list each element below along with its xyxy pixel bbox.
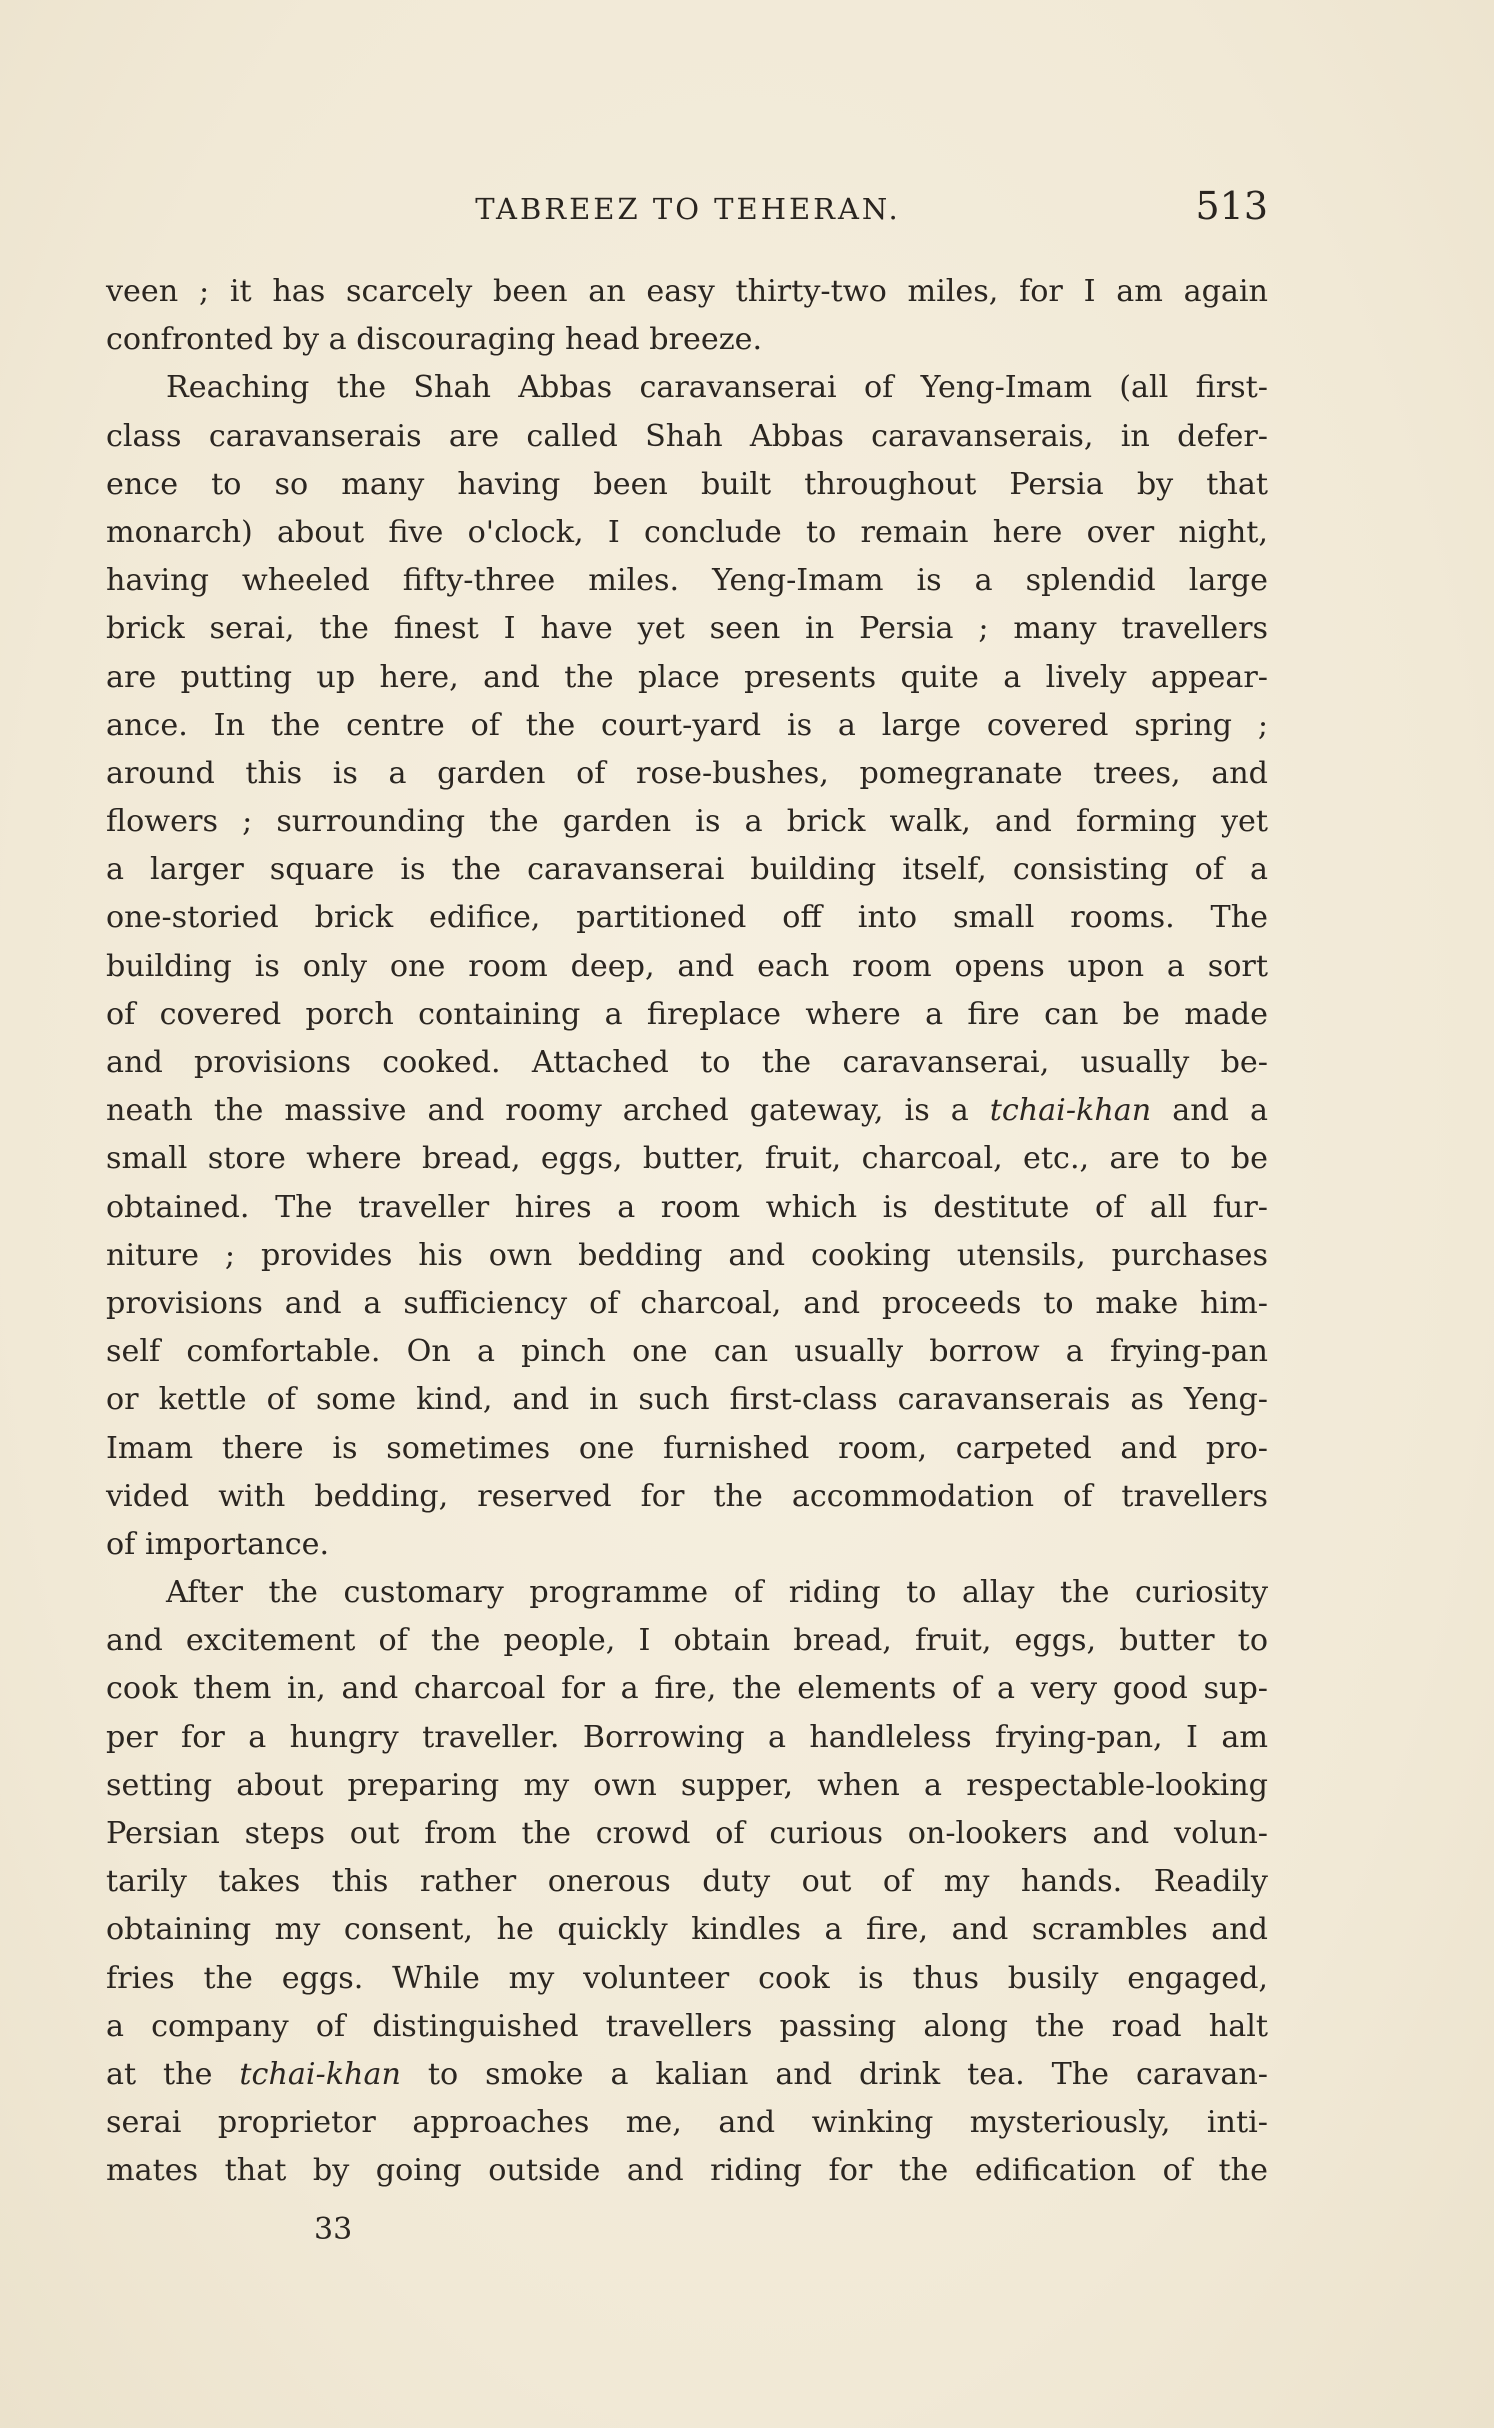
text-line: a company of distinguished travellers passing along the road halt [106, 2008, 1268, 2044]
text-line: vided with bedding, reserved for the accommodation of travellers [106, 1478, 1268, 1514]
text-line: or kettle of some kind, and in such first-class caravanserais as Yeng- [106, 1382, 1268, 1418]
running-title: TABREEZ TO TEHERAN. [475, 192, 901, 226]
text-line: and excitement of the people, I obtain bread, fruit, eggs, butter to [106, 1623, 1268, 1659]
text-line-with-italic [106, 1087, 1268, 1135]
text-line: confronted by a discouraging head breeze. [106, 322, 763, 358]
text-segment: and a [1151, 1093, 1268, 1129]
paragraph-first-line: After the customary programme of riding to allay the curiosity [166, 1575, 1268, 1611]
text-line: fries the eggs. While my volunteer cook is thus busily engaged, [106, 1960, 1268, 1996]
text-line: building is only one room deep, and each room opens upon a sort [106, 948, 1268, 984]
text-line: one-storied brick edifice, partitioned off into small rooms. The [106, 900, 1268, 936]
text-line: are putting up here, and the place presents quite a lively appear- [106, 659, 1268, 695]
text-line: obtaining my consent, he quickly kindles a fire, and scrambles and [106, 1912, 1268, 1948]
text-line: self comfortable. On a pinch one can usually borrow a frying-pan [106, 1334, 1268, 1370]
text-line: Imam there is sometimes one furnished room, carpeted and pro- [106, 1430, 1268, 1466]
text-line: a larger square is the caravanserai building itself, consisting of a [106, 852, 1268, 888]
text-line: niture ; provides his own bedding and cooking utensils, purchases [106, 1237, 1268, 1273]
body-text [106, 268, 1268, 2196]
text-line: of importance. [106, 1526, 330, 1562]
italic-term: tchai-khan [239, 2056, 401, 2092]
text-line: Persian steps out from the crowd of curious on-lookers and volun- [106, 1816, 1268, 1851]
text-line: ence to so many having been built throughout Persia by that [106, 466, 1268, 502]
text-line-with-italic [106, 2051, 1268, 2099]
text-line: small store where bread, eggs, butter, fruit, charcoal, etc., are to be [106, 1141, 1268, 1177]
text-line: class caravanserais are called Shah Abbas caravanserais, in defer- [106, 418, 1268, 454]
page-number: 513 [1195, 184, 1268, 228]
text-line: flowers ; surrounding the garden is a brick walk, and forming yet [106, 804, 1268, 840]
text-line: per for a hungry traveller. Borrowing a handleless frying-pan, I am [106, 1719, 1268, 1755]
text-line: provisions and a sufficiency of charcoal, and proceeds to make him- [106, 1285, 1268, 1321]
text-line: of covered porch containing a fireplace where a fire can be made [106, 996, 1268, 1032]
signature-mark: 33 [314, 2212, 353, 2247]
text-line: mates that by going outside and riding for the edification of the [106, 2153, 1268, 2189]
text-line: veen ; it has scarcely been an easy thirty-two miles, for I am again [106, 274, 1268, 309]
paragraph-first-line: Reaching the Shah Abbas caravanserai of Yeng-Imam (all first- [166, 370, 1268, 406]
text-line: setting about preparing my own supper, when a respectable-looking [106, 1767, 1268, 1803]
text-segment: neath the massive and roomy arched gateway, is a [106, 1093, 990, 1129]
text-line: and provisions cooked. Attached to the caravanserai, usually be- [106, 1045, 1268, 1080]
italic-term: tchai-khan [989, 1093, 1152, 1129]
text-line: having wheeled fifty-three miles. Yeng-Imam is a splendid large [106, 563, 1268, 599]
text-line: around this is a garden of rose-bushes, pomegranate trees, and [106, 755, 1268, 791]
text-segment: to smoke a kalian and drink tea. The caravan- [400, 2056, 1268, 2092]
text-line: cook them in, and charcoal for a fire, the elements of a very good sup- [106, 1671, 1268, 1707]
text-line: brick serai, the finest I have yet seen in Persia ; many travellers [106, 611, 1268, 647]
text-segment: at the [106, 2056, 240, 2092]
text-line: monarch) about five o'clock, I conclude to remain here over night, [106, 514, 1268, 550]
text-line: obtained. The traveller hires a room which is destitute of all fur- [106, 1189, 1268, 1225]
page-header [108, 184, 1268, 240]
text-line: tarily takes this rather onerous duty out of my hands. Readily [106, 1864, 1268, 1900]
text-line: ance. In the centre of the court-yard is a large covered spring ; [106, 707, 1268, 743]
text-line: serai proprietor approaches me, and winking mysteriously, inti- [106, 2105, 1268, 2141]
